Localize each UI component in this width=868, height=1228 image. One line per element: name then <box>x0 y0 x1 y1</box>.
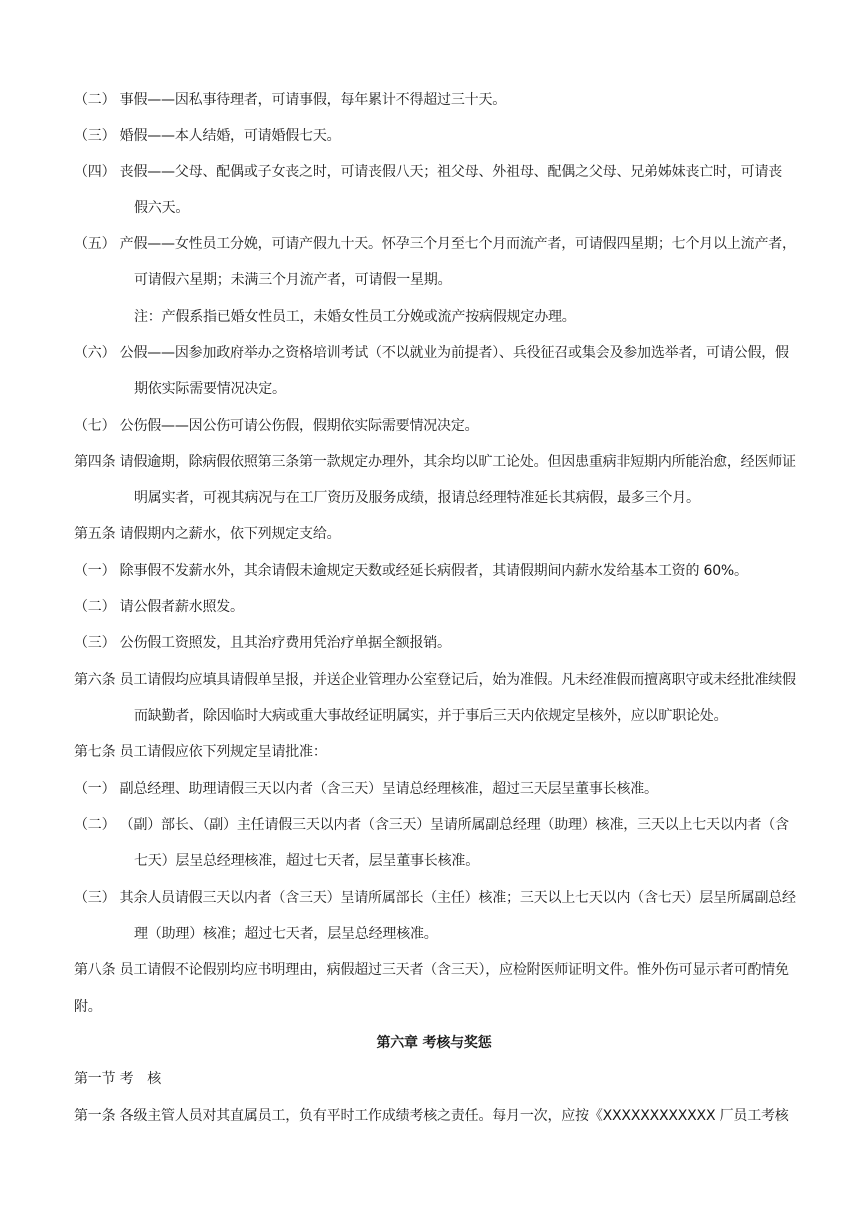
text-line-15: （二） 请公假者薪水照发。 <box>74 599 244 615</box>
text-line-16: （三） 公伤假工资照发，且其治疗费用凭治疗单据全额报销。 <box>74 635 451 651</box>
text-line-10: （七） 公伤假——因公伤可请公伤假，假期依实际需要情况决定。 <box>74 418 479 434</box>
text-line-27: 第一条 各级主管人员对其直属员工，负有平时工作成绩考核之责任。每月一次，应按《XXXXXXXXXXXX 厂员工考核 <box>74 1108 789 1124</box>
text-line-26: 附。 <box>74 999 102 1015</box>
text-line-8: （六） 公假——因参加政府举办之资格培训考试（不以就业为前提者）、兵役征召或集会及参加选举者，可请公假，假 <box>74 345 789 361</box>
text-line-3: （四） 丧假——父母、配偶或子女丧之时，可请丧假八天；祖父母、外祖母、配偶之父母、兄弟姊妹丧亡时，可请丧 <box>74 164 783 180</box>
text-line-1: （二） 事假——因私事待理者，可请事假，每年累计不得超过三十天。 <box>74 92 507 108</box>
text-line-23: （三） 其余人员请假三天以内者（含三天）呈请所属部长（主任）核准；三天以上七天以内（含七天）层呈所属副总经 <box>74 890 796 906</box>
text-line-12: 明属实者，可视其病况与在工厂资历及服务成绩，报请总经理特准延长其病假，最多三个月。 <box>134 490 700 506</box>
text-line-25: 第八条 员工请假不论假别均应书明理由，病假超过三天者（含三天），应检附医师证明文件。惟外伤可显示者可酌情免 <box>74 962 789 978</box>
text-line-20: （一） 副总经理、助理请假三天以内者（含三天）呈请总经理核准，超过三天层呈董事长核准。 <box>74 781 658 797</box>
section-heading: 第一节 考 核 <box>74 1071 162 1087</box>
text-line-4: 假六天。 <box>134 200 190 216</box>
text-line-2: （三） 婚假——本人结婚，可请婚假七天。 <box>74 128 341 144</box>
text-line-6: 可请假六星期；未满三个月流产者，可请假一星期。 <box>134 272 452 288</box>
text-line-13: 第五条 请假期内之薪水，依下列规定支给。 <box>74 526 341 542</box>
text-line-9: 期依实际需要情况决定。 <box>134 381 286 397</box>
text-line-21: （二） （副）部长、（副）主任请假三天以内者（含三天）呈请所属副总经理（助理）核准，三天以上七天以内者（含 <box>74 817 789 833</box>
text-line-11: 第四条 请假逾期，除病假依照第三条第一款规定办理外，其余均以旷工论处。但因患重病非短期内所能治愈，经医师证 <box>74 454 796 470</box>
text-line-7: 注：产假系指已婚女性员工，未婚女性员工分娩或流产按病假规定办理。 <box>134 309 576 325</box>
text-line-14: （一） 除事假不发薪水外，其余请假未逾规定天数或经延长病假者，其请假期间内薪水发给基本工资的 60%。 <box>74 563 748 579</box>
text-line-24: 理（助理）核准；超过七天者，层呈总经理核准。 <box>134 926 438 942</box>
text-line-18: 而缺勤者，除因临时大病或重大事故经证明属实，并于事后三天内依规定呈核外，应以旷职论处。 <box>134 708 728 724</box>
chapter-heading: 第六章 考核与奖惩 <box>376 1035 492 1051</box>
text-line-19: 第七条 员工请假应依下列规定呈请批准： <box>74 744 327 760</box>
text-line-17: 第六条 员工请假均应填具请假单呈报，并送企业管理办公室登记后，始为准假。凡未经准假而擅离职守或未经批准续假 <box>74 672 796 688</box>
text-line-5: （五） 产假——女性员工分娩，可请产假九十天。怀孕三个月至七个月而流产者，可请假四星期；七个月以上流产者， <box>74 236 796 252</box>
text-line-22: 七天）层呈总经理核准，超过七天者，层呈董事长核准。 <box>134 853 479 869</box>
